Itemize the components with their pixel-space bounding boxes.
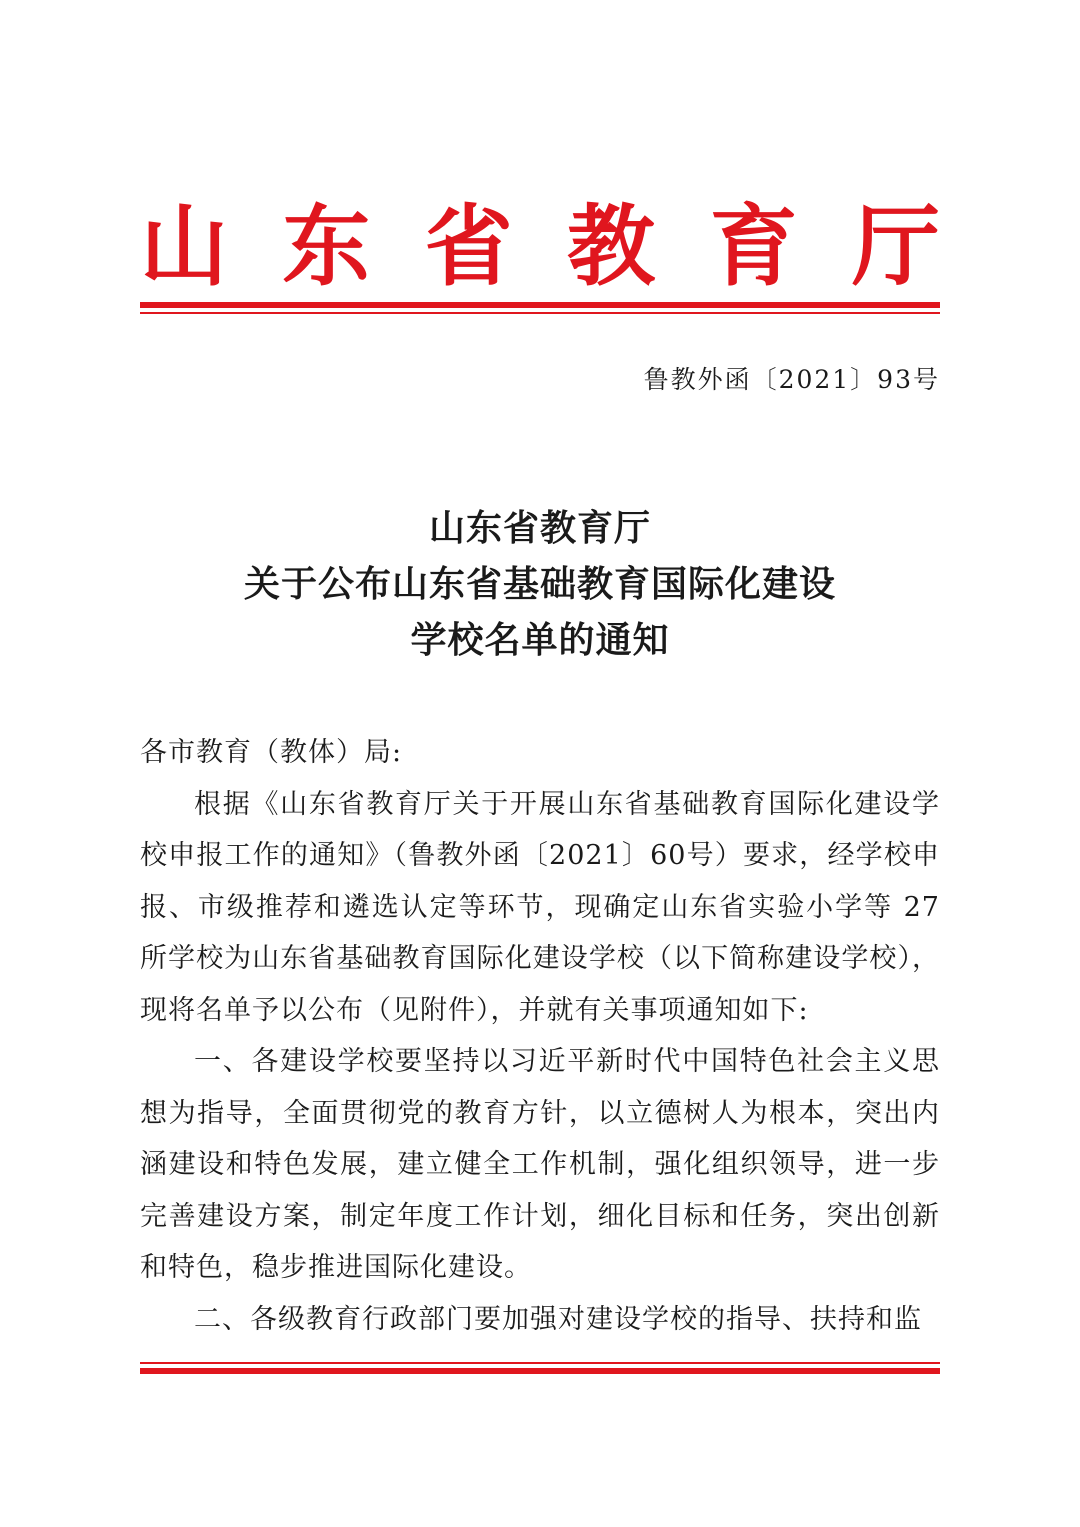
header-red-rule-thin [140, 312, 940, 314]
issuer-masthead [140, 194, 940, 298]
masthead-char: 厅 [851, 194, 940, 298]
document-title [140, 500, 940, 668]
masthead-char: 教 [567, 194, 656, 298]
document-body [140, 727, 940, 1345]
masthead-char: 省 [424, 194, 513, 298]
title-line-3: 学校名单的通知 [410, 619, 670, 661]
title-line-2: 关于公布山东省基础教育国际化建设 [243, 563, 836, 605]
masthead-char: 育 [709, 194, 798, 298]
footer-red-rule-thin [140, 1362, 940, 1364]
header-red-rule-thick [140, 302, 940, 308]
body-paragraph-3: 二、各级教育行政部门要加强对建设学校的指导、扶持和监 [194, 1303, 922, 1335]
title-line-1: 山东省教育厅 [428, 507, 651, 549]
body-paragraph-1: 根据《山东省教育厅关于开展山东省基础教育国际化建设学校申报工作的通知》（鲁教外函〔2021〕60号）要求，经学校申报、市级推荐和遴选认定等环节，现确定山东省实验小学等 27所学校为山东省基础教育国际化建设学校（以下简称建设学校），现将名单予以公布（见附件），并就有关事项通知如下: [140, 788, 940, 1026]
salutation: 各市教育（教体）局: [140, 737, 403, 768]
masthead-char: 东 [282, 194, 371, 298]
footer-red-rule-thick [140, 1368, 940, 1374]
masthead-char: 山 [140, 194, 229, 298]
document-number: 鲁教外函〔2021〕93号 [643, 365, 940, 394]
body-paragraph-2: 一、各建设学校要坚持以习近平新时代中国特色社会主义思想为指导，全面贯彻党的教育方针，以立德树人为根本，突出内涵建设和特色发展，建立健全工作机制，强化组织领导，进一步完善建设方案，制定年度工作计划，细化目标和任务，突出创新和特色，稳步推进国际化建设。 [140, 1046, 940, 1283]
